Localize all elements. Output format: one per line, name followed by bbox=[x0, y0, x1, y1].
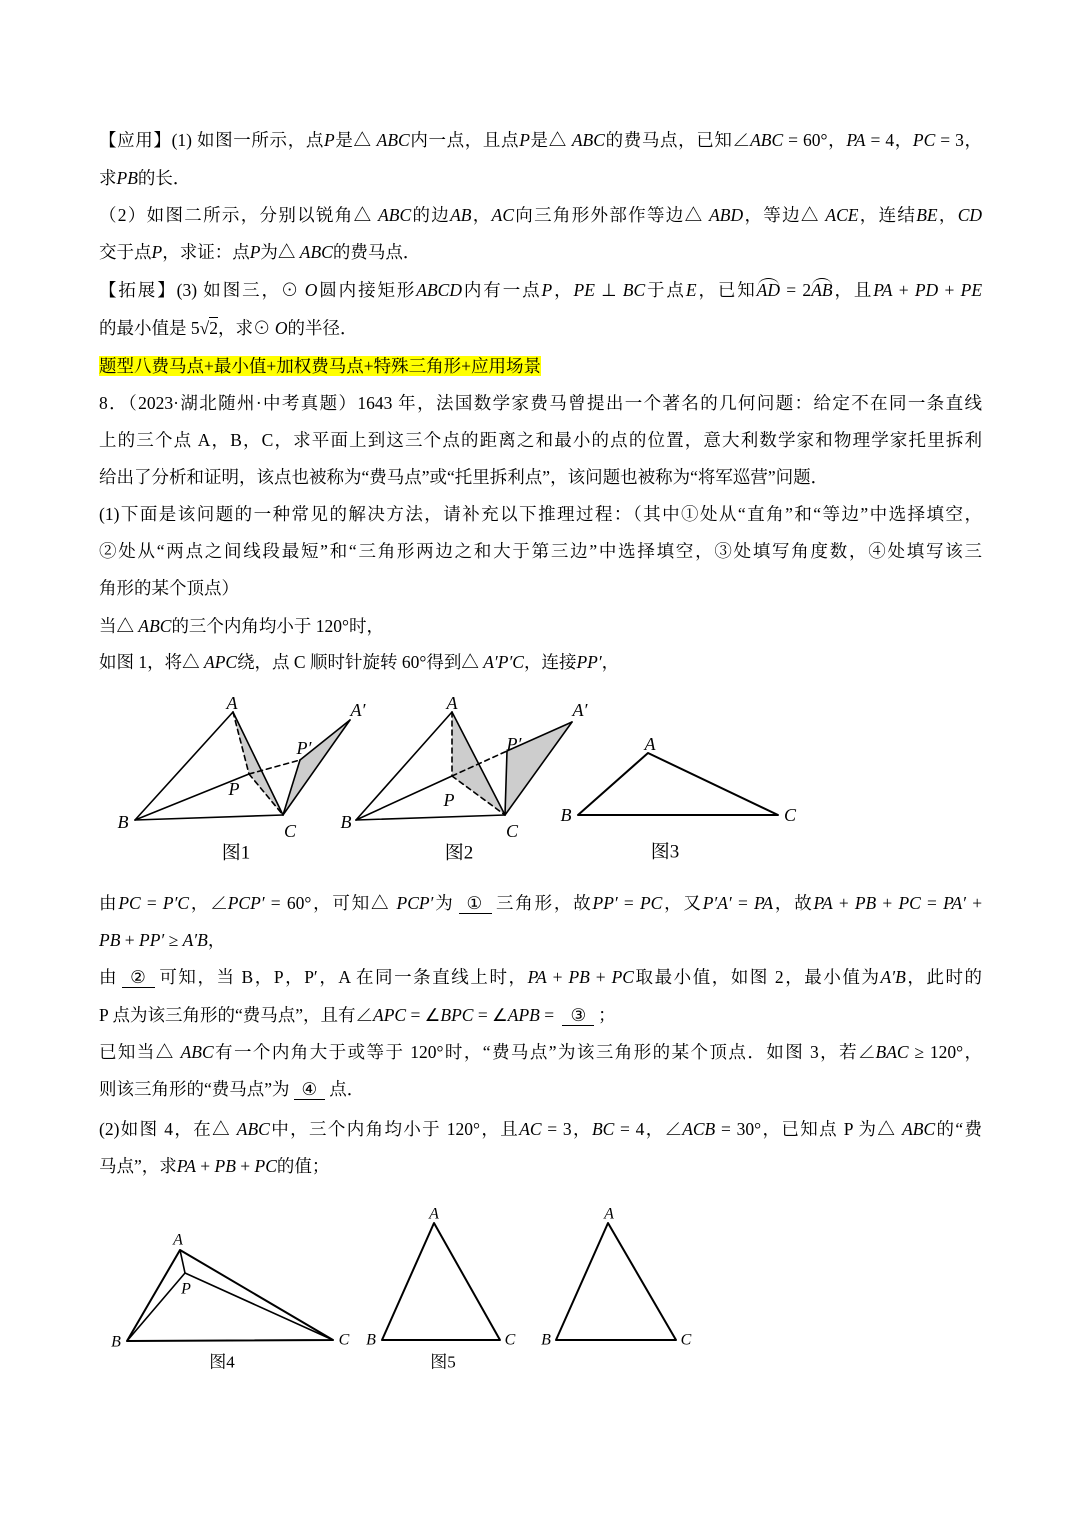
text-run: 交于点 bbox=[99, 242, 152, 262]
math-run: ABC bbox=[750, 130, 784, 150]
text-run: 【应用】(1) 如图一所示，点 bbox=[99, 130, 324, 150]
answer-blank: ③ bbox=[562, 1005, 594, 1026]
text-run: 马点”，求 bbox=[99, 1156, 177, 1176]
math-run: ABC bbox=[180, 1042, 214, 1062]
label-c: C bbox=[680, 1331, 692, 1349]
math-run: P bbox=[323, 130, 335, 150]
label-c: C bbox=[283, 821, 297, 841]
edge-bc bbox=[356, 815, 505, 820]
math-run: ABC bbox=[236, 1119, 270, 1139]
text-run: ，等边△ bbox=[743, 205, 826, 225]
figure-5 bbox=[366, 1206, 516, 1372]
triangle-abc bbox=[382, 1223, 500, 1340]
math-run: PB bbox=[99, 930, 121, 950]
math-run: PA bbox=[813, 893, 833, 913]
math-run: APB bbox=[507, 1005, 540, 1025]
text-run: ， bbox=[471, 205, 492, 225]
math-run: PP′ bbox=[592, 893, 618, 913]
math-run: PC bbox=[898, 893, 921, 913]
text-run: 由 bbox=[99, 967, 119, 987]
text-run: 则该三角形的“费马点”为 bbox=[99, 1079, 290, 1099]
text-run: = bbox=[920, 893, 944, 913]
text-run: = bbox=[731, 893, 754, 913]
text-run: 的“费 bbox=[935, 1119, 983, 1139]
label-b: B bbox=[111, 1333, 121, 1351]
text-run: ≥ bbox=[164, 930, 183, 950]
text-run: 内有一点 bbox=[462, 280, 542, 300]
math-run: PB bbox=[568, 967, 590, 987]
text-run: 取最小值，如图 2，最小值为 bbox=[633, 967, 881, 987]
text-run: + bbox=[876, 893, 899, 913]
text-run: ⊥ bbox=[594, 280, 623, 300]
math-run: PC bbox=[254, 1156, 277, 1176]
text-run: 为△ bbox=[260, 242, 300, 262]
text-run: ，已知 bbox=[696, 280, 757, 300]
text-run: 圆内接矩形 bbox=[317, 280, 417, 300]
label-a-prime: A′ bbox=[350, 700, 366, 720]
figure-caption: 图3 bbox=[650, 841, 680, 863]
text-run: P 点为该三角形的“费马点”，且有∠ bbox=[99, 1005, 373, 1025]
math-run: AB bbox=[450, 205, 472, 225]
text-run: 【拓展】(3) 如图三，⊙ bbox=[99, 280, 305, 300]
math-run: ABCD bbox=[416, 280, 462, 300]
text-run: = ∠ bbox=[406, 1005, 441, 1025]
label-p-prime: P′ bbox=[506, 734, 522, 754]
math-run: PB bbox=[116, 168, 138, 188]
math-run: AC bbox=[519, 1119, 542, 1139]
text-run: ， bbox=[552, 280, 574, 300]
math-run: ABC bbox=[376, 130, 410, 150]
math-run: BC bbox=[591, 1119, 615, 1139]
label-c: C bbox=[783, 805, 797, 825]
text-run: = bbox=[140, 893, 163, 913]
triangle-abc bbox=[578, 753, 778, 815]
math-run: PC bbox=[639, 893, 663, 913]
math-run: P bbox=[151, 242, 163, 262]
text-run: 的值； bbox=[276, 1156, 330, 1176]
text-run: （2）如图二所示，分别以锐角△ bbox=[99, 205, 379, 225]
math-run: P bbox=[541, 280, 553, 300]
text-run: ，求⊙ bbox=[217, 318, 275, 338]
text-run: (1)下面是该问题的一种常见的解决方法，请补充以下推理过程：（其中①处从“直角”和“等边”中选择填空， bbox=[99, 504, 982, 524]
text-run: 于点 bbox=[645, 280, 686, 300]
answer-blank: ② bbox=[122, 967, 155, 988]
text-run: ，又 bbox=[662, 893, 703, 913]
text-run: 的费马点，已知∠ bbox=[604, 130, 751, 150]
text-run: + bbox=[832, 893, 855, 913]
text-run: 是△ bbox=[334, 130, 377, 150]
text-run: ，连结 bbox=[858, 205, 917, 225]
label-c: C bbox=[338, 1331, 350, 1349]
label-a: A bbox=[226, 693, 238, 713]
figure-caption: 图5 bbox=[430, 1352, 456, 1372]
math-run: PCP′ bbox=[227, 893, 265, 913]
label-a: A bbox=[644, 734, 656, 754]
math-run: O bbox=[274, 318, 288, 338]
math-run: P bbox=[519, 130, 530, 150]
text-run: 有一个内角大于或等于 120°时，“费马点”为该三角形的某个顶点．如图 3，若∠ bbox=[213, 1042, 876, 1062]
text-run: 给出了分析和证明，该点也被称为“费马点”或“托里拆利点”，该问题也被称为“将军巡营”问题． bbox=[99, 467, 829, 487]
text-run: ， bbox=[601, 652, 620, 672]
text-run: 8．（2023·湖北随州·中考真题）1643 年，法国数学家费马曾提出一个著名的几何问题：给定不在同一条直线 bbox=[99, 393, 982, 413]
math-run: PB bbox=[854, 893, 877, 913]
text-run: = 3， bbox=[541, 1119, 592, 1139]
label-c: C bbox=[505, 821, 519, 841]
math-run: APC bbox=[204, 652, 238, 672]
answer-blank: ① bbox=[459, 893, 493, 914]
text-run: 当△ bbox=[99, 616, 139, 636]
arc-notation: AD bbox=[756, 280, 780, 300]
math-run: A′B bbox=[182, 930, 208, 950]
math-run: PA bbox=[873, 280, 893, 300]
math-run: PA bbox=[527, 967, 547, 987]
math-run: PP′ bbox=[576, 652, 602, 672]
text-run: + bbox=[120, 930, 140, 950]
label-b: B bbox=[340, 812, 352, 832]
math-run: PP′ bbox=[139, 930, 165, 950]
math-run: E bbox=[685, 280, 697, 300]
text-run: 可知，当 B，P，P′，A 在同一条直线上时， bbox=[159, 967, 528, 987]
label-a: A bbox=[604, 1205, 614, 1223]
text-run: 是△ bbox=[529, 130, 572, 150]
text-run: 绕，点 C 顺时针旋转 60°得到△ bbox=[237, 652, 484, 672]
figure-caption: 图2 bbox=[444, 842, 474, 864]
math-run: ABC bbox=[138, 616, 172, 636]
figure-4 bbox=[111, 1232, 350, 1372]
text-run: ，且 bbox=[832, 280, 874, 300]
text-run: + bbox=[235, 1156, 255, 1176]
text-run: 如图 1，将△ bbox=[99, 652, 204, 672]
text-run: 的边 bbox=[411, 205, 451, 225]
triangle-abc bbox=[556, 1223, 676, 1340]
label-a-prime: A′ bbox=[572, 700, 588, 720]
math-run: BPC bbox=[440, 1005, 474, 1025]
math-run: BE bbox=[916, 205, 938, 225]
text-run: + bbox=[589, 967, 612, 987]
math-run: ABD bbox=[709, 205, 744, 225]
math-run: PC bbox=[118, 893, 141, 913]
label-c: C bbox=[504, 1331, 516, 1349]
text-run: = 30°，已知点 P 为△ bbox=[715, 1119, 903, 1139]
text-run: ，∠ bbox=[189, 893, 228, 913]
edge-ac bbox=[233, 712, 283, 815]
text-run: 的费马点． bbox=[332, 242, 421, 262]
label-a: A bbox=[429, 1205, 439, 1223]
label-p: P bbox=[181, 1280, 191, 1298]
math-run: A′B bbox=[880, 967, 906, 987]
text-run: ， bbox=[207, 930, 226, 950]
text-run: = 4，∠ bbox=[614, 1119, 683, 1139]
math-run: PE bbox=[960, 280, 983, 300]
figure-3 bbox=[561, 734, 797, 863]
text-run: 为 bbox=[433, 893, 455, 913]
edge-pc bbox=[185, 1273, 333, 1340]
label-a: A bbox=[173, 1231, 183, 1249]
text-run: ≥ 120°， bbox=[908, 1042, 983, 1062]
text-run: 角形的某个顶点） bbox=[99, 578, 239, 598]
text-run: 求 bbox=[99, 168, 117, 188]
text-run: + bbox=[938, 280, 961, 300]
label-p: P bbox=[228, 779, 240, 799]
edge-bp bbox=[356, 776, 452, 820]
text-run: ，故 bbox=[773, 893, 814, 913]
label-p-prime: P′ bbox=[296, 738, 312, 758]
text-run: = bbox=[539, 1005, 559, 1025]
text-run: + bbox=[195, 1156, 215, 1176]
text-run: = 2 bbox=[780, 280, 812, 300]
label-b: B bbox=[541, 1331, 551, 1349]
math-run: ACE bbox=[825, 205, 859, 225]
math-run: ABC bbox=[902, 1119, 936, 1139]
arc-notation: AB bbox=[811, 280, 833, 300]
text-run: ，连接 bbox=[523, 652, 577, 672]
math-run: PC bbox=[611, 967, 634, 987]
text-run: 内一点，且点 bbox=[409, 130, 520, 150]
math-run: O bbox=[304, 280, 318, 300]
figure-caption: 图4 bbox=[209, 1352, 235, 1372]
edge-a1c bbox=[283, 720, 350, 815]
edge-ab bbox=[135, 712, 233, 820]
math-run: PCP′ bbox=[396, 893, 434, 913]
edge-pb bbox=[127, 1273, 185, 1341]
text-run: 向三角形外部作等边△ bbox=[514, 205, 710, 225]
text-run: ， bbox=[937, 205, 958, 225]
math-run: A′P′C bbox=[483, 652, 524, 672]
sqrt-radicand: 2 bbox=[209, 318, 218, 338]
text-run: 的半径． bbox=[287, 318, 358, 338]
text-run: = 3， bbox=[935, 130, 983, 150]
text-run: = 60°，可知△ bbox=[264, 893, 397, 913]
text-run: = 4， bbox=[865, 130, 913, 150]
math-run: BAC bbox=[875, 1042, 909, 1062]
text-run: 的长． bbox=[137, 168, 191, 188]
math-run: ABC bbox=[299, 242, 333, 262]
text-run: 上的三个点 A，B，C，求平面上到这三个点的距离之和最小的点的位置，意大利数学家和物理学家托里拆利 bbox=[99, 430, 982, 450]
math-run: ABC bbox=[378, 205, 412, 225]
text-run: ，求证：点 bbox=[162, 242, 250, 262]
label-p: P bbox=[443, 790, 455, 810]
text-run: 题型八费马点+最小值+加权费马点+特殊三角形+应用场景 bbox=[99, 356, 541, 376]
math-run: ABC bbox=[571, 130, 605, 150]
math-run: PB bbox=[214, 1156, 236, 1176]
label-a: A bbox=[446, 693, 458, 713]
text-run: 由 bbox=[99, 893, 119, 913]
edge-bc bbox=[135, 815, 283, 820]
math-run: AC bbox=[491, 205, 514, 225]
math-run: BC bbox=[622, 280, 646, 300]
math-run: P bbox=[249, 242, 261, 262]
text-run: + bbox=[966, 893, 983, 913]
label-b: B bbox=[366, 1331, 376, 1349]
math-run: PA bbox=[753, 893, 774, 913]
text-run: 三角形，故 bbox=[496, 893, 593, 913]
text-run: + bbox=[546, 967, 569, 987]
math-run: PC bbox=[912, 130, 936, 150]
text-run: ②处从“两点之间线段最短”和“三角形两边之和大于第三边”中选择填空，③处填写角度数，④处填写该三 bbox=[99, 541, 982, 561]
figure-caption: 图1 bbox=[221, 842, 251, 864]
math-run: P′A′ bbox=[702, 893, 732, 913]
text-run: 已知当△ bbox=[99, 1042, 181, 1062]
triangle-abc bbox=[127, 1250, 333, 1341]
text-run: 的三个内角均小于 120°时， bbox=[171, 616, 385, 636]
figure-1 bbox=[118, 693, 367, 864]
text-run: 的最小值是 5√ bbox=[99, 318, 210, 338]
text-run: 中，三个内角均小于 120°，且 bbox=[269, 1119, 520, 1139]
edge-ab bbox=[356, 712, 452, 820]
text-run: + bbox=[892, 280, 915, 300]
math-run: PA′ bbox=[943, 893, 967, 913]
label-b: B bbox=[560, 805, 572, 825]
text-run: = 60°， bbox=[783, 130, 847, 150]
math-run: APC bbox=[373, 1005, 407, 1025]
text-run: = bbox=[617, 893, 640, 913]
math-run: PE bbox=[573, 280, 595, 300]
text-run: ，此时的 bbox=[905, 967, 983, 987]
text-run: (2)如图 4，在△ bbox=[99, 1119, 237, 1139]
figure-6 bbox=[541, 1206, 692, 1349]
math-run: ACB bbox=[682, 1119, 716, 1139]
math-run: CD bbox=[957, 205, 983, 225]
text-run: = ∠ bbox=[473, 1005, 508, 1025]
math-run: PD bbox=[914, 280, 939, 300]
math-run: P′C bbox=[162, 893, 190, 913]
math-run: PA bbox=[176, 1156, 196, 1176]
text-run: 点． bbox=[329, 1079, 365, 1099]
text-run: ； bbox=[598, 1005, 616, 1025]
label-b: B bbox=[117, 812, 129, 832]
figure-2 bbox=[341, 693, 589, 864]
math-run: PA bbox=[846, 130, 866, 150]
answer-blank: ④ bbox=[294, 1079, 326, 1100]
